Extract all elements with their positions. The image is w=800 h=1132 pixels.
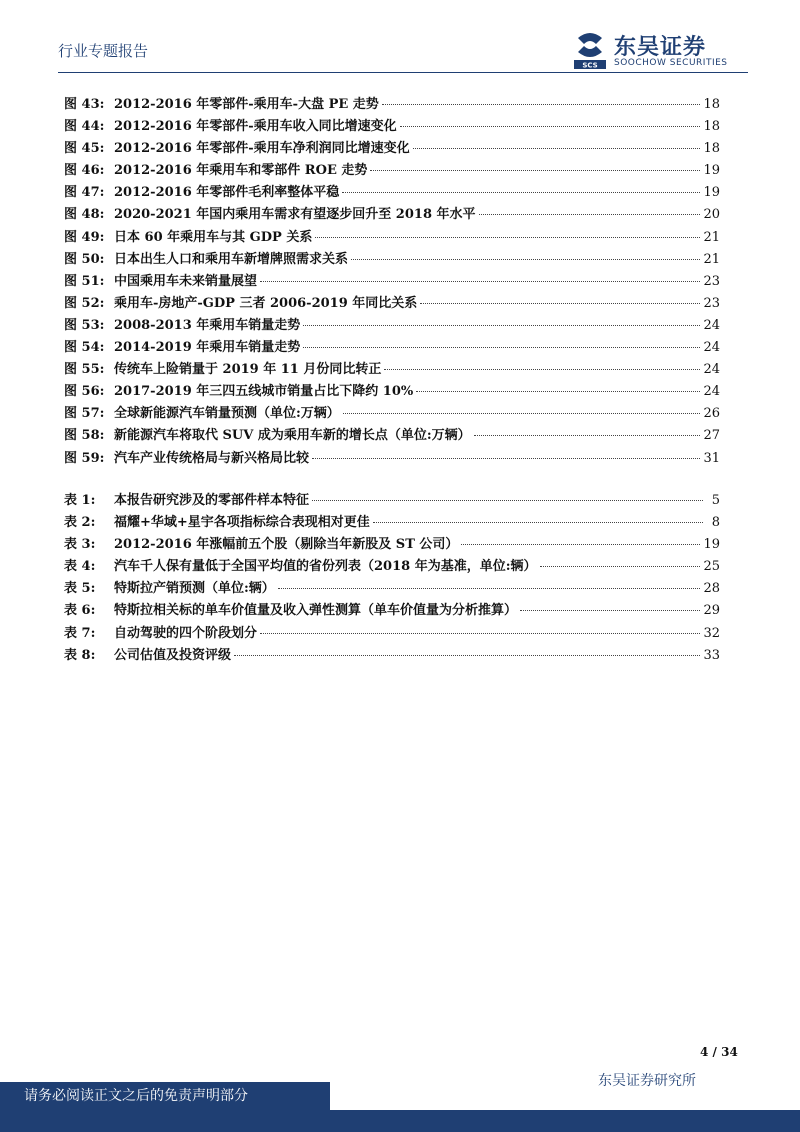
figure-entry-title: 2014-2019 年乘用车销量走势	[114, 340, 301, 356]
table-entry-title: 特斯拉产销预测（单位:辆）	[114, 581, 275, 597]
table-entry-title: 汽车千人保有量低于全国平均值的省份列表（2018 年为基准，单位:辆）	[114, 559, 537, 575]
table-entry-page: 8	[711, 515, 720, 531]
figure-entry[interactable]	[64, 227, 720, 249]
figure-entry-page: 27	[703, 428, 720, 444]
dot-leader	[312, 499, 703, 501]
figure-entry-title: 全球新能源汽车销量预测（单位:万辆）	[114, 406, 340, 422]
table-entry[interactable]	[64, 534, 720, 556]
figure-entry[interactable]	[64, 138, 720, 160]
figure-entry-number: 图 56:	[64, 384, 105, 400]
table-entry[interactable]	[64, 623, 720, 645]
dot-leader	[416, 390, 700, 392]
dot-leader	[260, 632, 700, 634]
page-number: 4 / 34	[700, 1045, 738, 1059]
figure-entry-page: 24	[703, 384, 720, 400]
figure-entry-number: 图 44:	[64, 119, 105, 135]
table-entry-page: 19	[703, 537, 720, 553]
dot-leader	[343, 412, 701, 414]
footer-bar	[0, 1110, 800, 1132]
figure-entry-number: 图 49:	[64, 229, 105, 245]
dot-leader	[260, 280, 700, 282]
dot-leader	[351, 258, 700, 260]
table-entry-page: 28	[703, 581, 720, 597]
figure-entry[interactable]	[64, 94, 720, 116]
dot-leader	[461, 543, 700, 545]
dot-leader	[540, 565, 701, 567]
figure-entry-page: 21	[703, 229, 720, 245]
figure-entry-page: 23	[703, 295, 720, 311]
dot-leader	[303, 346, 700, 348]
figure-entry[interactable]	[64, 359, 720, 381]
table-entry-number: 表 1:	[64, 493, 96, 508]
figure-entry-title: 2012-2016 年零部件-乘用车-大盘 PE 走势	[114, 97, 379, 112]
dot-leader	[278, 587, 701, 589]
table-entry-number: 表 7:	[64, 625, 96, 641]
figure-entry-title: 2012-2016 年零部件毛利率整体平稳	[114, 185, 340, 201]
figure-entry-number: 图 54:	[64, 340, 105, 356]
company-logo	[572, 30, 752, 74]
figure-entry-number: 图 43:	[64, 97, 105, 112]
figure-entry-page: 20	[703, 207, 720, 223]
figure-entry-title: 日本出生人口和乘用车新增牌照需求关系	[114, 251, 349, 267]
svg-text:SCS: SCS	[582, 61, 598, 70]
figure-entry-title: 传统车上险销量于 2019 年 11 月份同比转正	[114, 362, 382, 378]
report-category: 行业专题报告	[58, 42, 149, 60]
table-entry-number: 表 8:	[64, 647, 96, 663]
table-entry-title: 本报告研究涉及的零部件样本特征	[114, 493, 310, 508]
dot-leader	[312, 457, 700, 459]
figure-entry[interactable]	[64, 425, 720, 447]
dot-leader	[474, 434, 701, 436]
table-entry-number: 表 6:	[64, 603, 96, 619]
figure-entry-number: 图 50:	[64, 251, 105, 267]
table-entry-number: 表 4:	[64, 559, 96, 575]
table-entry-title: 2012-2016 年涨幅前五个股（剔除当年新股及 ST 公司）	[114, 537, 459, 553]
figure-entry-number: 图 47:	[64, 185, 105, 201]
table-entry[interactable]	[64, 490, 720, 512]
figure-entry[interactable]	[64, 381, 720, 403]
logo-english-name: SOOCHOW SECURITIES	[614, 58, 728, 68]
dot-leader	[382, 103, 701, 105]
figure-entry[interactable]	[64, 271, 720, 293]
table-entry[interactable]	[64, 645, 720, 667]
figure-entry-number: 图 52:	[64, 295, 105, 311]
dot-leader	[373, 521, 703, 523]
figure-entry-page: 24	[703, 317, 720, 333]
figure-entry-title: 2008-2013 年乘用车销量走势	[114, 317, 301, 333]
figure-entry[interactable]	[64, 116, 720, 138]
figure-entry-page: 31	[703, 450, 720, 466]
table-entry-page: 29	[703, 603, 720, 619]
figure-entry[interactable]	[64, 160, 720, 182]
header-divider	[58, 72, 748, 73]
figure-entry-page: 26	[703, 406, 720, 422]
figure-entry[interactable]	[64, 448, 720, 470]
figure-entry-title: 日本 60 年乘用车与其 GDP 关系	[114, 229, 313, 245]
dot-leader	[400, 125, 701, 127]
table-entry-page: 25	[703, 559, 720, 575]
figure-entry-number: 图 48:	[64, 207, 105, 223]
figure-entry-number: 图 55:	[64, 362, 105, 378]
dot-leader	[234, 654, 700, 656]
dot-leader	[315, 236, 700, 238]
dot-leader	[370, 169, 700, 171]
figure-entry-page: 19	[703, 163, 720, 179]
table-entry[interactable]	[64, 556, 720, 578]
disclaimer-banner: 请务必阅读正文之后的免责声明部分	[0, 1082, 330, 1110]
figure-entry[interactable]	[64, 293, 720, 315]
figure-entry[interactable]	[64, 249, 720, 271]
table-entry[interactable]	[64, 578, 720, 600]
figure-entry-page: 18	[703, 119, 720, 135]
logo-chinese-name: 东吴证券	[614, 35, 707, 60]
dot-leader	[420, 302, 700, 304]
figure-entry-number: 图 59:	[64, 450, 105, 466]
table-entry-title: 公司估值及投资评级	[114, 647, 232, 663]
table-entry-page: 5	[711, 493, 720, 508]
figure-entry-number: 图 53:	[64, 317, 105, 333]
figure-entry-number: 图 58:	[64, 428, 105, 444]
figure-entry[interactable]	[64, 182, 720, 204]
figure-entry[interactable]	[64, 315, 720, 337]
figure-entry-page: 18	[703, 141, 720, 157]
dot-leader	[413, 147, 701, 149]
table-entry-page: 32	[703, 625, 720, 641]
figure-entry-page: 24	[703, 362, 720, 378]
figure-entry-title: 中国乘用车未来销量展望	[114, 273, 258, 289]
figure-entry-title: 2012-2016 年零部件-乘用车净利润同比增速变化	[114, 141, 410, 157]
figure-entry-page: 18	[703, 97, 720, 112]
figure-entry-title: 乘用车-房地产-GDP 三者 2006-2019 年同比关系	[114, 295, 418, 311]
figure-entry-title: 2012-2016 年乘用车和零部件 ROE 走势	[114, 163, 368, 179]
table-entry[interactable]	[64, 512, 720, 534]
figure-entry-title: 2012-2016 年零部件-乘用车收入同比增速变化	[114, 119, 397, 135]
figure-list	[64, 94, 720, 470]
figure-entry-title: 汽车产业传统格局与新兴格局比较	[114, 450, 310, 466]
figure-entry-number: 图 45:	[64, 141, 105, 157]
table-entry-number: 表 5:	[64, 581, 96, 597]
dot-leader	[342, 191, 700, 193]
figure-entry-title: 新能源汽车将取代 SUV 成为乘用车新的增长点（单位:万辆）	[114, 428, 471, 444]
figure-entry-number: 图 51:	[64, 273, 105, 289]
figure-entry[interactable]	[64, 337, 720, 359]
figure-entry-title: 2017-2019 年三四五线城市销量占比下降约 10%	[114, 384, 414, 400]
table-entry-number: 表 3:	[64, 537, 96, 553]
dot-leader	[384, 368, 700, 370]
table-entry-title: 特斯拉相关标的单车价值量及收入弹性测算（单车价值量为分析推算）	[114, 603, 518, 619]
figure-entry-title: 2020-2021 年国内乘用车需求有望逐步回升至 2018 年水平	[114, 207, 476, 223]
table-list	[64, 490, 720, 667]
figure-entry-number: 图 57:	[64, 406, 105, 422]
dot-leader	[479, 213, 701, 215]
table-entry-title: 自动驾驶的四个阶段划分	[114, 625, 258, 641]
firm-footer: 东吴证券研究所	[598, 1073, 696, 1089]
figure-entry-number: 图 46:	[64, 163, 105, 179]
table-entry[interactable]	[64, 600, 720, 622]
figure-entry[interactable]	[64, 403, 720, 425]
figure-entry[interactable]	[64, 204, 720, 226]
table-entry-title: 福耀+华域+星宇各项指标综合表现相对更佳	[114, 515, 370, 531]
figure-entry-page: 21	[703, 251, 720, 267]
table-entry-number: 表 2:	[64, 515, 96, 531]
figure-entry-page: 23	[703, 273, 720, 289]
dot-leader	[520, 609, 700, 611]
table-entry-page: 33	[703, 647, 720, 663]
figure-entry-page: 24	[703, 340, 720, 356]
figure-entry-page: 19	[703, 185, 720, 201]
dot-leader	[303, 324, 700, 326]
logo-icon	[572, 30, 608, 70]
